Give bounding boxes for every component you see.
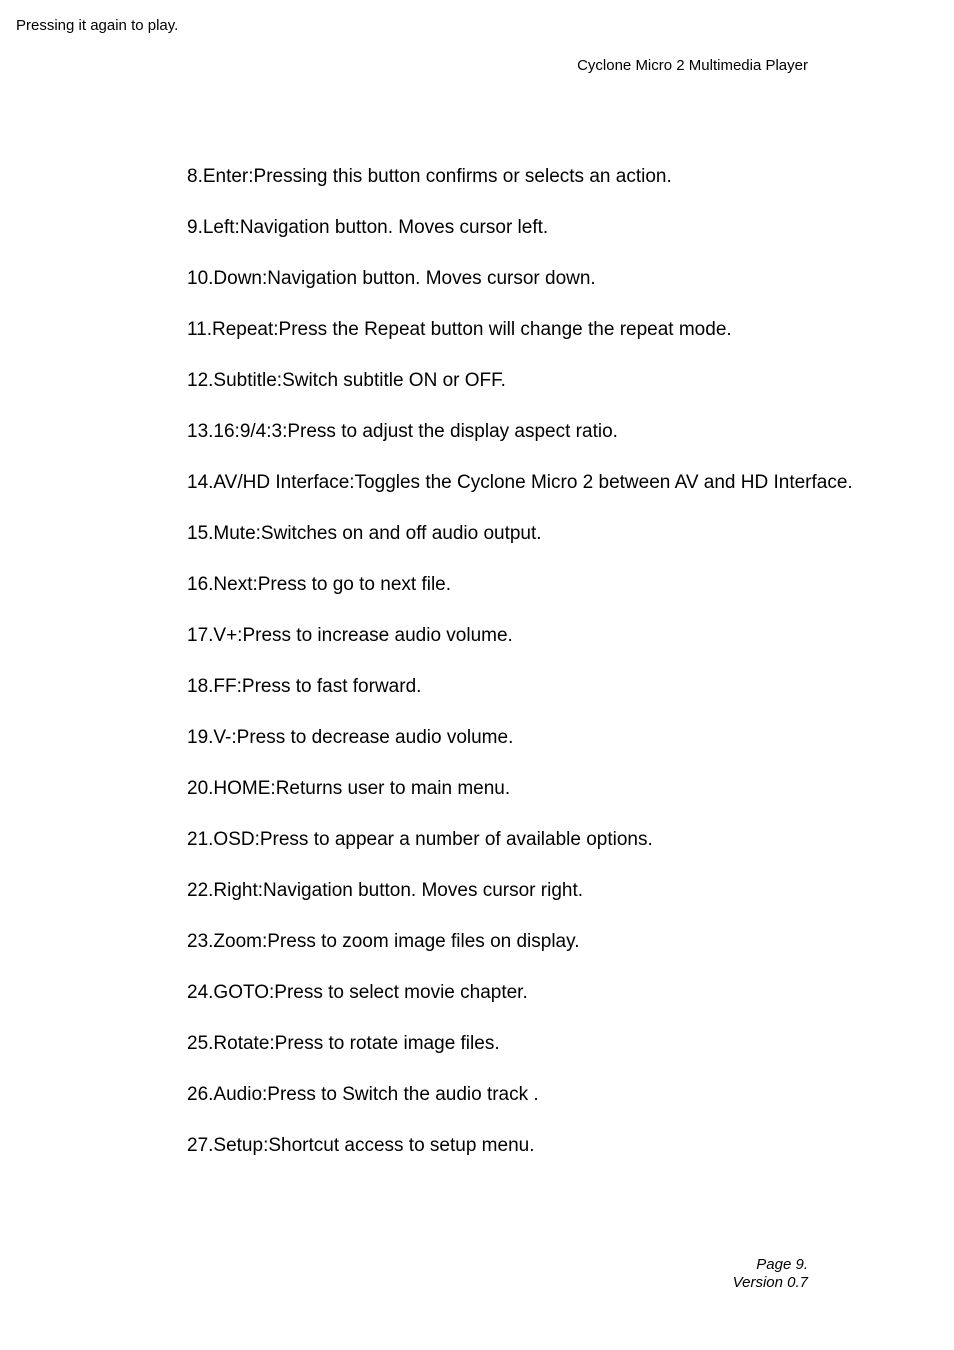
list-item: 27.Setup:Shortcut access to setup menu. <box>187 1135 535 1156</box>
version-label: Version 0.7 <box>732 1274 808 1291</box>
button-function-list <box>187 166 853 1186</box>
list-item: 21.OSD:Press to appear a number of available options. <box>187 829 653 850</box>
list-item: 8.Enter:Pressing this button confirms or selects an action. <box>187 166 672 187</box>
list-item: 23.Zoom:Press to zoom image files on display. <box>187 931 580 952</box>
running-header: Cyclone Micro 2 Multimedia Player <box>577 57 808 74</box>
continued-text: Pressing it again to play. <box>16 17 179 34</box>
list-item: 25.Rotate:Press to rotate image files. <box>187 1033 500 1054</box>
list-item: 12.Subtitle:Switch subtitle ON or OFF. <box>187 370 506 391</box>
list-item: 13.16:9/4:3:Press to adjust the display aspect ratio. <box>187 421 618 442</box>
list-item: 18.FF:Press to fast forward. <box>187 676 422 697</box>
list-item: 20.HOME:Returns user to main menu. <box>187 778 511 799</box>
page-footer <box>733 1256 808 1292</box>
list-item: 22.Right:Navigation button. Moves cursor right. <box>187 880 584 901</box>
page-number: Page 9. <box>756 1256 808 1273</box>
list-item: 24.GOTO:Press to select movie chapter. <box>187 982 528 1003</box>
list-item: 14.AV/HD Interface:Toggles the Cyclone Micro 2 between AV and HD Interface. <box>187 472 853 493</box>
list-item: 26.Audio:Press to Switch the audio track . <box>187 1084 539 1105</box>
list-item: 10.Down:Navigation button. Moves cursor down. <box>187 268 596 289</box>
list-item: 16.Next:Press to go to next file. <box>187 574 452 595</box>
list-item: 9.Left:Navigation button. Moves cursor left. <box>187 217 549 238</box>
list-item: 17.V+:Press to increase audio volume. <box>187 625 513 646</box>
list-item: 15.Mute:Switches on and off audio output. <box>187 523 542 544</box>
list-item: 11.Repeat:Press the Repeat button will change the repeat mode. <box>187 319 732 340</box>
list-item: 19.V-:Press to decrease audio volume. <box>187 727 514 748</box>
